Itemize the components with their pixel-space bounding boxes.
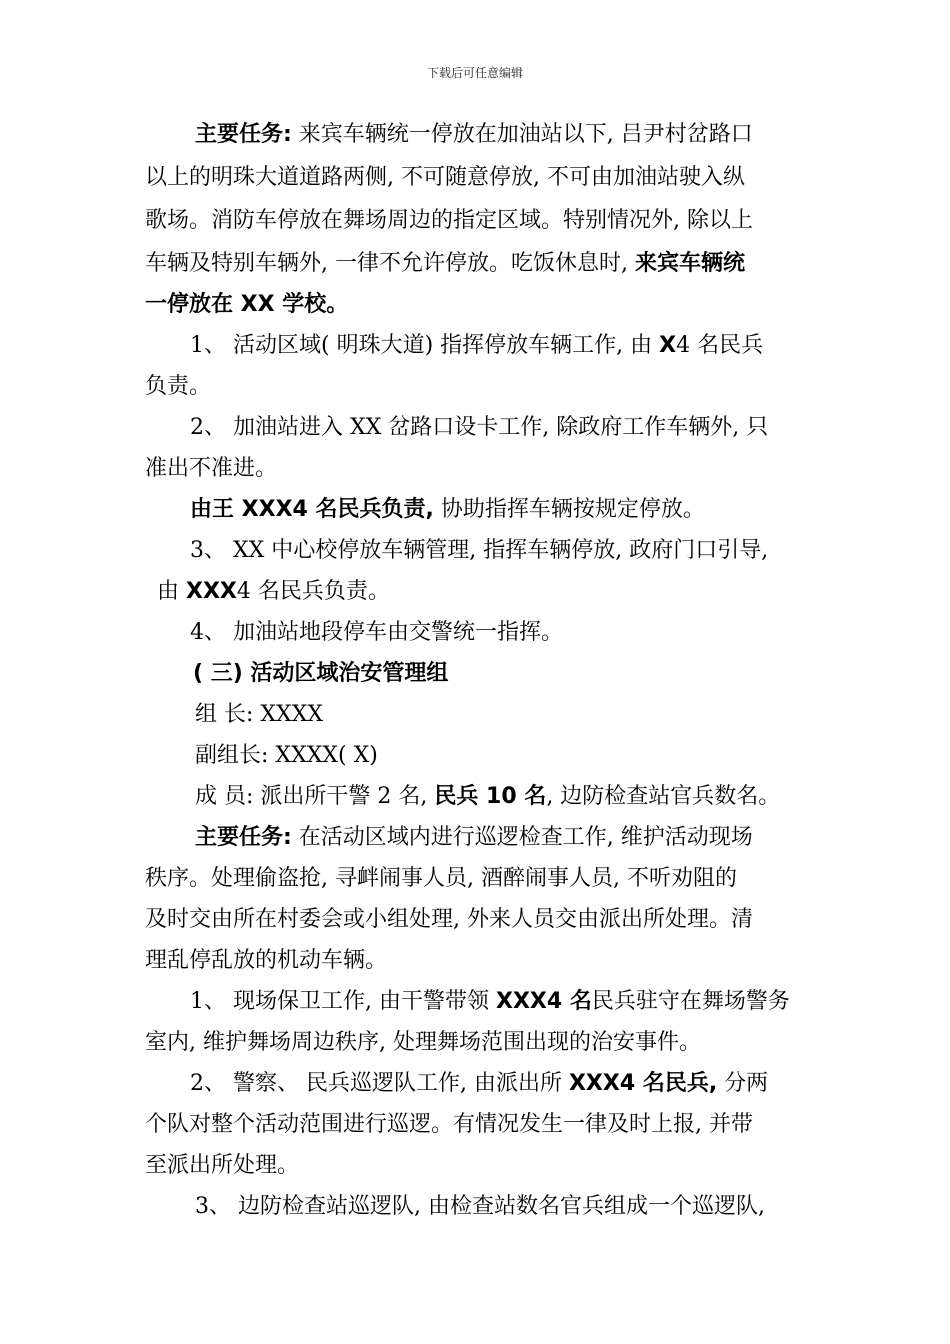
bold-text: 主要任务: [195, 825, 292, 850]
bold-text: 由王 XXX4 名民兵负责, [190, 497, 434, 522]
bold-text: XXX [186, 579, 237, 604]
text-line [145, 249, 745, 279]
text-segment: 车辆及特别车辆外, 一律不允许停放。吃饭休息时, [145, 251, 635, 276]
text-line [145, 163, 745, 193]
text-segment: 负责。 [145, 374, 212, 399]
text-line [145, 905, 753, 935]
text-line [145, 206, 753, 236]
bold-text: 民兵 10 名 [434, 784, 547, 809]
text-line [145, 1110, 753, 1140]
bold-text: ( 三) 活动区域治安管理组 [193, 661, 449, 686]
text-line [190, 1069, 768, 1099]
bold-text: 来宾车辆统 [634, 251, 745, 276]
text-segment: 4、 加油站地段停车由交警统一指挥。 [190, 620, 563, 645]
text-line [195, 823, 753, 853]
text-line [190, 618, 563, 648]
text-line [145, 372, 211, 402]
bold-text: XXX4 名 [495, 989, 592, 1014]
page-header: 下载后可任意编辑 [426, 66, 523, 80]
bold-text: 一停放在 XX 学校。 [145, 292, 349, 317]
text-segment: 在活动区域内进行巡逻检查工作, 维护活动现场 [291, 825, 753, 850]
text-line [193, 659, 448, 689]
text-line [145, 290, 348, 320]
text-line [145, 946, 387, 976]
text-segment: 成 员: 派出所干警 2 名, [195, 784, 435, 809]
text-line [195, 120, 753, 150]
text-line [195, 782, 780, 812]
text-segment: 1、 现场保卫工作, 由干警带领 [190, 989, 496, 1014]
text-segment: 个队对整个活动范围进行巡逻。有情况发生一律及时上报, 并带 [145, 1112, 753, 1137]
text-segment: 协助指挥车辆按规定停放。 [433, 497, 705, 522]
text-segment: 至派出所处理。 [145, 1153, 300, 1178]
text-line [195, 1192, 765, 1222]
text-line [190, 331, 763, 361]
bold-text: 主要任务: [195, 122, 292, 147]
text-segment: 来宾车辆统一停放在加油站以下, 吕尹村岔路口 [291, 122, 753, 147]
text-segment: 副组长: XXXX( X) [195, 743, 378, 768]
text-line [190, 413, 768, 443]
text-segment: 歌场。消防车停放在舞场周边的指定区域。特别情况外, 除以上 [145, 208, 753, 233]
text-segment: 4 名民兵 [676, 333, 764, 358]
text-segment: 理乱停乱放的机动车辆。 [145, 948, 388, 973]
text-line [145, 864, 737, 894]
bold-text: XXX4 名民兵, [568, 1071, 718, 1096]
text-segment: 1、 活动区域( 明珠大道) 指挥停放车辆工作, 由 [190, 333, 660, 358]
text-segment: , 边防检查站官兵数名。 [546, 784, 781, 809]
text-segment: 4 名民兵负责。 [236, 579, 390, 604]
text-line [157, 577, 390, 607]
text-line [145, 454, 277, 484]
text-segment: 3、 XX 中心校停放车辆管理, 指挥车辆停放, 政府门口引导, [190, 538, 769, 563]
text-segment: 准出不准进。 [145, 456, 278, 481]
text-line [145, 1028, 701, 1058]
text-segment: 由 [157, 579, 186, 604]
text-line [195, 700, 323, 730]
text-line [145, 1151, 299, 1181]
text-segment: 分两 [717, 1071, 769, 1096]
text-segment: 及时交由所在村委会或小组处理, 外来人员交由派出所处理。清 [145, 907, 753, 932]
text-segment: 2、 加油站进入 XX 岔路口设卡工作, 除政府工作车辆外, 只 [190, 415, 769, 440]
text-segment: 3、 边防检查站巡逻队, 由检查站数名官兵组成一个巡逻队, [195, 1194, 765, 1219]
text-segment: 组 长: XXXX [195, 702, 324, 727]
text-line [195, 741, 378, 771]
text-line [190, 987, 790, 1017]
bold-text: X [659, 333, 677, 358]
text-segment: 以上的明珠大道道路两侧, 不可随意停放, 不可由加油站驶入纵 [145, 165, 745, 190]
text-segment: 民兵驻守在舞场警务 [591, 989, 790, 1014]
text-segment: 2、 警察、 民兵巡逻队工作, 由派出所 [190, 1071, 569, 1096]
text-line [190, 536, 768, 566]
text-line [190, 495, 705, 525]
text-segment: 秩序。处理偷盗抢, 寻衅闹事人员, 酒醉闹事人员, 不听劝阻的 [145, 866, 737, 891]
text-segment: 室内, 维护舞场周边秩序, 处理舞场范围出现的治安事件。 [145, 1030, 701, 1055]
